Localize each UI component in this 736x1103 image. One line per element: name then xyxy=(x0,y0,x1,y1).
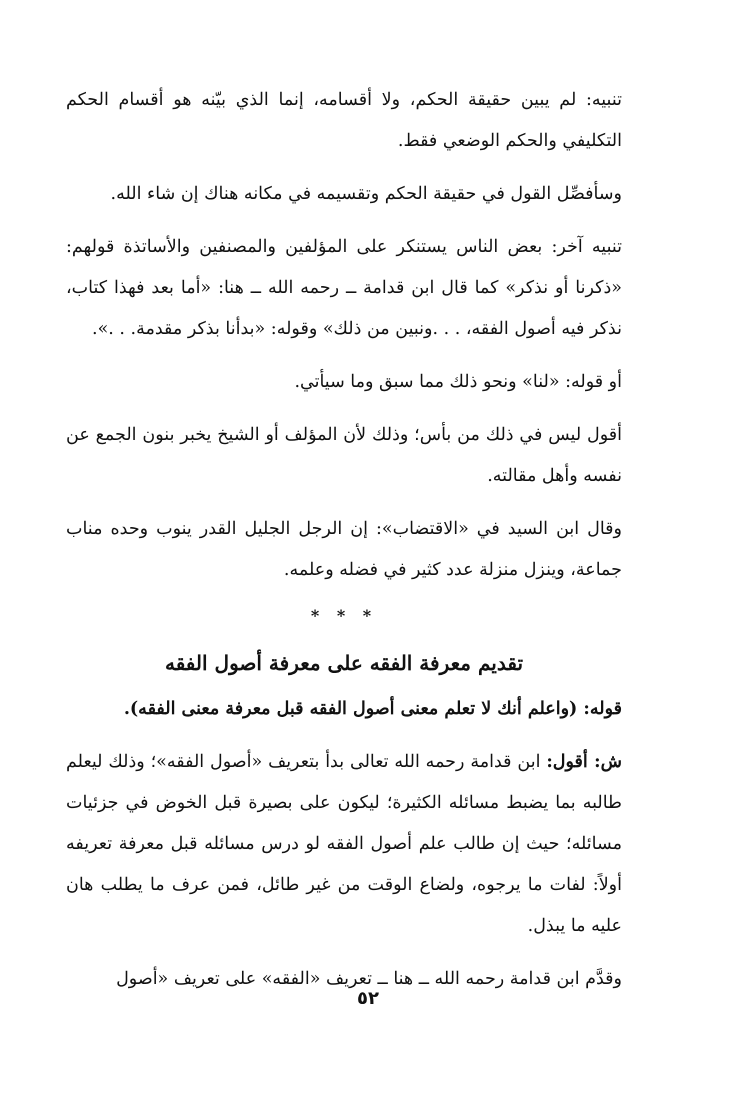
paragraph-lana: أو قوله: «لنا» ونحو ذلك مما سبق وما سيأتي. xyxy=(294,372,622,392)
paragraph-detail-promise: وسأفصِّل القول في حقيقة الحكم وتقسيمه في مكانه هناك إن شاء الله. xyxy=(110,184,622,204)
paragraph-ibn-sayyid: وقال ابن السيد في «الاقتضاب»: إن الرجل الجليل القدر ينوب وحده مناب جماعة، وينزل منزلة عدد كثير في فضله وعلمه. xyxy=(66,519,622,580)
section-title: تقديم معرفة الفقه على معرفة أصول الفقه xyxy=(164,651,524,675)
commentary-text: ابن قدامة رحمه الله تعالى بدأ بتعريف «أصول الفقه»؛ وذلك ليعلم طالبه بما يضبط مسائله الكثيرة؛ ليكون على بصيرة قبل الخوض في جزئيات مسائله؛ حيث إن طالب علم أصول الفقه لو درس مسائله قبل معرفة تعريفه أولاً: لفات ما يرجوه، ولضاع الوقت من غير طائل، فمن عرف ما يطلب هان عليه ما يبذل. xyxy=(66,752,622,936)
section-separator: * * * xyxy=(310,606,378,625)
paragraph-response: أقول ليس في ذلك من بأس؛ وذلك لأن المؤلف أو الشيخ يخبر بنون الجمع عن نفسه وأهل مقالته. xyxy=(66,425,622,486)
paragraph-last: وقدَّم ابن قدامة رحمه الله ــ هنا ــ تعريف «الفقه» على تعريف «أصول xyxy=(116,969,622,989)
author-quote: قوله: (واعلم أنك لا تعلم معنى أصول الفقه قبل معرفة معنى الفقه). xyxy=(123,699,622,719)
commentary-lead: ش: أقول: xyxy=(546,752,623,772)
paragraph-note-2: تنبيه آخر: بعض الناس يستنكر على المؤلفين والمصنفين والأساتذة قولهم: «ذكرنا أو نذكر» كما قال ابن قدامة ــ رحمه الله ــ هنا: «أما بعد فهذا كتاب، نذكر فيه أصول الفقه، . . .ونبين من ذلك» وقوله: «بدأنا بذكر مقدمة. . .». xyxy=(66,237,622,339)
page-number: ٥٢ xyxy=(357,988,379,1009)
commentary-paragraph xyxy=(66,742,622,947)
paragraph-note-1: تنبيه: لم يبين حقيقة الحكم، ولا أقسامه، إنما الذي بيّنه هو أقسام الحكم التكليفي والحكم الوضعي فقط. xyxy=(66,90,622,151)
page-body xyxy=(66,80,622,1012)
